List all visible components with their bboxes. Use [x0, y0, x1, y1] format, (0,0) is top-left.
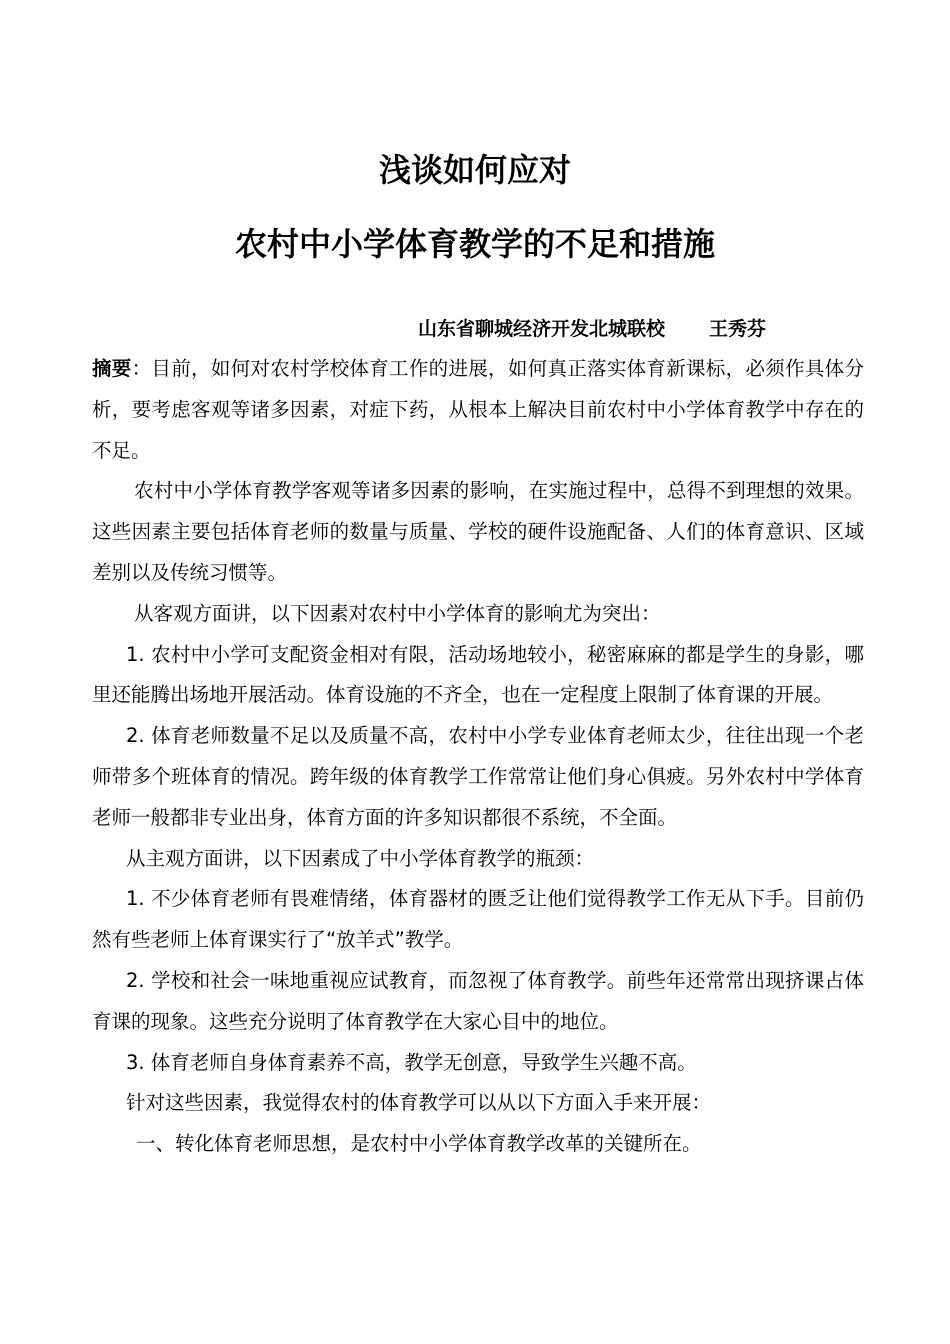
subjective-item-3: 3. 体育老师自身体育素养不高，教学无创意，导致学生兴趣不高。	[126, 1050, 697, 1074]
abstract-label: 摘要	[92, 357, 132, 380]
abstract-separator: ：	[131, 357, 152, 380]
author-affiliation: 山东省聊城经济开发北城联校	[418, 318, 666, 340]
measures-lead-paragraph: 针对这些因素，我觉得农村的体育教学可以从以下方面入手来开展：	[126, 1091, 712, 1115]
intro-paragraph: 农村中小学体育教学客观等诸多因素的影响，在实施过程中，总得不到理想的效果。这些因素主要包括体育老师的数量与质量、学校的硬件设施配备、人们的体育意识、区域差别以及传统习惯等。	[92, 479, 864, 584]
title-line-1: 浅谈如何应对	[378, 151, 571, 189]
abstract-text: 目前，如何对农村学校体育工作的进展，如何真正落实体育新课标，必须作具体分析，要考虑客观等诸多因素，对症下药，从根本上解决目前农村中小学体育教学中存在的不足。	[92, 357, 864, 462]
subjective-lead-paragraph: 从主观方面讲，以下因素成了中小学体育教学的瓶颈：	[126, 846, 595, 870]
document-body	[92, 349, 864, 1165]
subjective-item-1: 1. 不少体育老师有畏难情绪，体育器材的匮乏让他们觉得教学工作无从下手。目前仍然有些老师上体育课实行了“放羊式”教学。	[92, 887, 864, 952]
objective-item-2: 2. 体育老师数量不足以及质量不高，农村中小学专业体育老师太少，往往出现一个老师带多个班体育的情况。跨年级的体育教学工作常常让他们身心俱疲。另外农村中学体育老师一般都非专业出身，体育方面的许多知识都很不系统，不全面。	[92, 724, 864, 829]
section-heading-1: 一、转化体育老师思想，是农村中小学体育教学改革的关键所在。	[136, 1132, 702, 1156]
byline	[418, 315, 766, 343]
objective-lead-paragraph: 从客观方面讲，以下因素对农村中小学体育的影响尤为突出：	[134, 601, 661, 625]
author-name: 王秀芬	[709, 318, 767, 340]
objective-item-1: 1. 农村中小学可支配资金相对有限，活动场地较小，秘密麻麻的都是学生的身影，哪里还能腾出场地开展活动。体育设施的不齐全，也在一定程度上限制了体育课的开展。	[92, 642, 864, 707]
subjective-item-2: 2. 学校和社会一味地重视应试教育，而忽视了体育教学。前些年还常常出现挤课占体育课的现象。这些充分说明了体育教学在大家心目中的地位。	[92, 968, 864, 1033]
abstract-paragraph	[92, 349, 864, 471]
title-line-2: 农村中小学体育教学的不足和措施	[234, 225, 715, 263]
